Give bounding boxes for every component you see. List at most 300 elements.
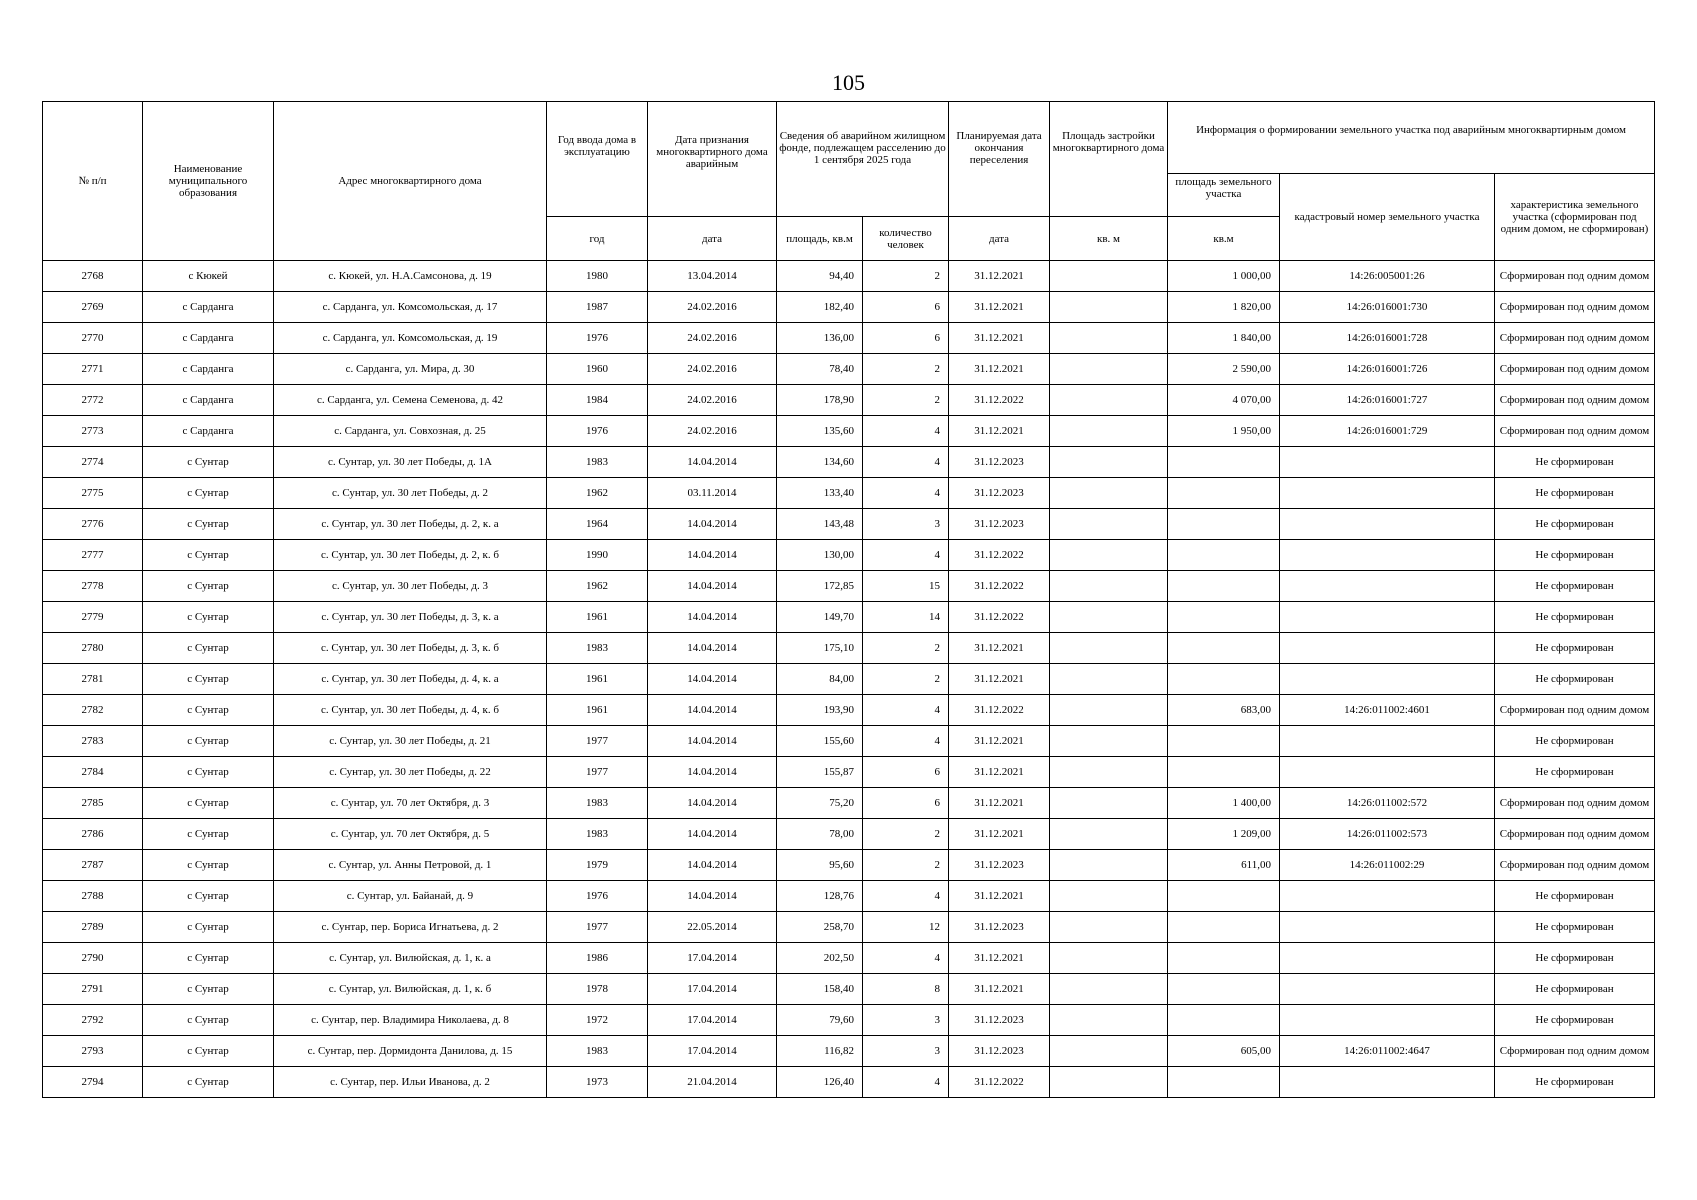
planned-date: 31.12.2021 [949,664,1050,695]
land-characteristic: Не сформирован [1495,1067,1655,1098]
building-area [1050,881,1168,912]
planned-date: 31.12.2021 [949,261,1050,292]
year: 1973 [547,1067,648,1098]
cadastral-number [1280,509,1495,540]
area: 79,60 [777,1005,863,1036]
unit-planned-date: дата [949,217,1050,261]
building-area [1050,912,1168,943]
cadastral-number [1280,881,1495,912]
table-row [43,726,1655,757]
header-municipality: Наименование муниципального образования [143,102,274,261]
recognition-date: 17.04.2014 [648,974,777,1005]
year: 1983 [547,633,648,664]
address: с. Кюкей, ул. Н.А.Самсонова, д. 19 [274,261,547,292]
people: 4 [863,881,949,912]
cadastral-number: 14:26:011002:4647 [1280,1036,1495,1067]
planned-date: 31.12.2021 [949,819,1050,850]
header-building-area: Площадь застройки многоквартирного дома [1050,102,1168,217]
people: 4 [863,726,949,757]
land-characteristic: Не сформирован [1495,1005,1655,1036]
cadastral-number [1280,912,1495,943]
land-characteristic: Сформирован под одним домом [1495,1036,1655,1067]
area: 202,50 [777,943,863,974]
address: с. Сунтар, ул. 70 лет Октября, д. 3 [274,788,547,819]
land-area [1168,757,1280,788]
building-area [1050,1067,1168,1098]
people: 2 [863,633,949,664]
land-area: 1 400,00 [1168,788,1280,819]
people: 2 [863,664,949,695]
area: 134,60 [777,447,863,478]
land-characteristic: Сформирован под одним домом [1495,819,1655,850]
row-number: 2771 [43,354,143,385]
cadastral-number [1280,1067,1495,1098]
cadastral-number: 14:26:016001:726 [1280,354,1495,385]
unit-year: год [547,217,648,261]
planned-date: 31.12.2023 [949,912,1050,943]
municipality: с Сунтар [143,788,274,819]
year: 1983 [547,447,648,478]
year: 1961 [547,695,648,726]
table-row [43,602,1655,633]
address: с. Сунтар, ул. Байанай, д. 9 [274,881,547,912]
year: 1961 [547,602,648,633]
municipality: с Сарданга [143,385,274,416]
area: 95,60 [777,850,863,881]
building-area [1050,416,1168,447]
planned-date: 31.12.2021 [949,974,1050,1005]
header-num: № п/п [43,102,143,261]
cadastral-number [1280,478,1495,509]
address: с. Сунтар, ул. 30 лет Победы, д. 2, к. а [274,509,547,540]
people: 3 [863,1036,949,1067]
people: 2 [863,354,949,385]
year: 1990 [547,540,648,571]
land-characteristic: Не сформирован [1495,943,1655,974]
area: 78,00 [777,819,863,850]
row-number: 2790 [43,943,143,974]
municipality: с Сарданга [143,354,274,385]
header-recognition-date: Дата признания многоквартирного дома аварийным [648,102,777,217]
land-area: 611,00 [1168,850,1280,881]
land-characteristic: Не сформирован [1495,447,1655,478]
emergency-housing-table [42,101,1655,1098]
table-row [43,850,1655,881]
people: 4 [863,447,949,478]
area: 135,60 [777,416,863,447]
land-characteristic: Сформирован под одним домом [1495,416,1655,447]
planned-date: 31.12.2023 [949,509,1050,540]
building-area [1050,602,1168,633]
recognition-date: 14.04.2014 [648,695,777,726]
municipality: с Сунтар [143,447,274,478]
planned-date: 31.12.2021 [949,354,1050,385]
building-area [1050,974,1168,1005]
unit-recognition-date: дата [648,217,777,261]
municipality: с Сунтар [143,478,274,509]
land-characteristic: Не сформирован [1495,757,1655,788]
people: 4 [863,416,949,447]
area: 178,90 [777,385,863,416]
building-area [1050,478,1168,509]
year: 1979 [547,850,648,881]
municipality: с Кюкей [143,261,274,292]
table-row [43,974,1655,1005]
land-characteristic: Сформирован под одним домом [1495,261,1655,292]
planned-date: 31.12.2022 [949,385,1050,416]
address: с. Сарданга, ул. Совхозная, д. 25 [274,416,547,447]
planned-date: 31.12.2021 [949,881,1050,912]
municipality: с Сарданга [143,292,274,323]
row-number: 2768 [43,261,143,292]
table-row [43,633,1655,664]
row-number: 2769 [43,292,143,323]
land-area [1168,881,1280,912]
area: 84,00 [777,664,863,695]
address: с. Сунтар, ул. 70 лет Октября, д. 5 [274,819,547,850]
address: с. Сунтар, ул. 30 лет Победы, д. 3, к. б [274,633,547,664]
recognition-date: 14.04.2014 [648,447,777,478]
land-area [1168,912,1280,943]
unit-people: количество человек [863,217,949,261]
land-area [1168,571,1280,602]
people: 6 [863,292,949,323]
table-row [43,261,1655,292]
row-number: 2793 [43,1036,143,1067]
row-number: 2776 [43,509,143,540]
address: с. Сунтар, ул. 30 лет Победы, д. 3 [274,571,547,602]
area: 78,40 [777,354,863,385]
land-characteristic: Не сформирован [1495,912,1655,943]
cadastral-number [1280,726,1495,757]
land-characteristic: Не сформирован [1495,602,1655,633]
row-number: 2777 [43,540,143,571]
recognition-date: 22.05.2014 [648,912,777,943]
recognition-date: 21.04.2014 [648,1067,777,1098]
people: 2 [863,261,949,292]
municipality: с Сунтар [143,757,274,788]
address: с. Сарданга, ул. Семена Семенова, д. 42 [274,385,547,416]
address: с. Сунтар, пер. Дормидонта Данилова, д. 15 [274,1036,547,1067]
land-area: 1 209,00 [1168,819,1280,850]
planned-date: 31.12.2021 [949,943,1050,974]
cadastral-number: 14:26:011002:29 [1280,850,1495,881]
cadastral-number: 14:26:011002:4601 [1280,695,1495,726]
land-characteristic: Сформирован под одним домом [1495,695,1655,726]
row-number: 2788 [43,881,143,912]
area: 128,76 [777,881,863,912]
building-area [1050,540,1168,571]
municipality: с Сунтар [143,664,274,695]
building-area [1050,292,1168,323]
planned-date: 31.12.2021 [949,416,1050,447]
municipality: с Сунтар [143,1005,274,1036]
year: 1983 [547,788,648,819]
year: 1987 [547,292,648,323]
address: с. Сунтар, ул. 30 лет Победы, д. 2, к. б [274,540,547,571]
recognition-date: 24.02.2016 [648,416,777,447]
municipality: с Сунтар [143,943,274,974]
land-area: 683,00 [1168,695,1280,726]
building-area [1050,323,1168,354]
table-row [43,1036,1655,1067]
address: с. Сунтар, ул. 30 лет Победы, д. 2 [274,478,547,509]
land-area [1168,726,1280,757]
address: с. Сунтар, пер. Владимира Николаева, д. 8 [274,1005,547,1036]
area: 258,70 [777,912,863,943]
cadastral-number [1280,943,1495,974]
address: с. Сунтар, ул. 30 лет Победы, д. 4, к. а [274,664,547,695]
land-area [1168,602,1280,633]
cadastral-number [1280,1005,1495,1036]
row-number: 2780 [43,633,143,664]
land-characteristic: Сформирован под одним домом [1495,323,1655,354]
year: 1976 [547,323,648,354]
municipality: с Сарданга [143,416,274,447]
year: 1980 [547,261,648,292]
header-planned-date: Планируемая дата окончания переселения [949,102,1050,217]
table-row [43,447,1655,478]
building-area [1050,1036,1168,1067]
table-row [43,881,1655,912]
address: с. Сарданга, ул. Комсомольская, д. 17 [274,292,547,323]
unit-land-area: кв.м [1168,217,1280,261]
land-characteristic: Не сформирован [1495,881,1655,912]
header-address: Адрес многоквартирного дома [274,102,547,261]
area: 126,40 [777,1067,863,1098]
planned-date: 31.12.2023 [949,447,1050,478]
municipality: с Сунтар [143,974,274,1005]
land-area [1168,478,1280,509]
land-area: 1 840,00 [1168,323,1280,354]
row-number: 2785 [43,788,143,819]
building-area [1050,819,1168,850]
people: 12 [863,912,949,943]
area: 133,40 [777,478,863,509]
land-characteristic: Не сформирован [1495,478,1655,509]
planned-date: 31.12.2023 [949,850,1050,881]
land-characteristic: Сформирован под одним домом [1495,354,1655,385]
land-characteristic: Сформирован под одним домом [1495,788,1655,819]
table-row [43,571,1655,602]
row-number: 2783 [43,726,143,757]
land-area: 2 590,00 [1168,354,1280,385]
area: 193,90 [777,695,863,726]
municipality: с Сунтар [143,540,274,571]
building-area [1050,664,1168,695]
land-area [1168,540,1280,571]
header-land-info: Информация о формировании земельного участка под аварийным многоквартирным домом [1168,102,1655,174]
cadastral-number: 14:26:016001:730 [1280,292,1495,323]
land-area: 1 000,00 [1168,261,1280,292]
land-characteristic: Сформирован под одним домом [1495,385,1655,416]
planned-date: 31.12.2021 [949,788,1050,819]
municipality: с Сарданга [143,323,274,354]
year: 1964 [547,509,648,540]
land-characteristic: Не сформирован [1495,540,1655,571]
cadastral-number [1280,974,1495,1005]
land-characteristic: Сформирован под одним домом [1495,850,1655,881]
recognition-date: 14.04.2014 [648,664,777,695]
address: с. Сунтар, ул. 30 лет Победы, д. 21 [274,726,547,757]
building-area [1050,1005,1168,1036]
recognition-date: 14.04.2014 [648,726,777,757]
people: 6 [863,757,949,788]
recognition-date: 14.04.2014 [648,633,777,664]
people: 3 [863,509,949,540]
municipality: с Сунтар [143,509,274,540]
table-row [43,416,1655,447]
year: 1978 [547,974,648,1005]
planned-date: 31.12.2023 [949,478,1050,509]
area: 175,10 [777,633,863,664]
planned-date: 31.12.2023 [949,1005,1050,1036]
building-area [1050,633,1168,664]
land-area: 1 820,00 [1168,292,1280,323]
land-area: 605,00 [1168,1036,1280,1067]
planned-date: 31.12.2021 [949,292,1050,323]
year: 1986 [547,943,648,974]
planned-date: 31.12.2022 [949,1067,1050,1098]
table-row [43,695,1655,726]
row-number: 2786 [43,819,143,850]
year: 1960 [547,354,648,385]
table-row [43,292,1655,323]
recognition-date: 24.02.2016 [648,385,777,416]
people: 6 [863,788,949,819]
area: 143,48 [777,509,863,540]
table-body [43,261,1655,1098]
table-row [43,1067,1655,1098]
planned-date: 31.12.2021 [949,726,1050,757]
table-row [43,757,1655,788]
cadastral-number: 14:26:005001:26 [1280,261,1495,292]
building-area [1050,850,1168,881]
table-row [43,664,1655,695]
planned-date: 31.12.2021 [949,323,1050,354]
recognition-date: 13.04.2014 [648,261,777,292]
address: с. Сунтар, ул. 30 лет Победы, д. 1А [274,447,547,478]
land-area [1168,664,1280,695]
year: 1972 [547,1005,648,1036]
address: с. Сунтар, пер. Ильи Иванова, д. 2 [274,1067,547,1098]
people: 4 [863,478,949,509]
row-number: 2789 [43,912,143,943]
year: 1983 [547,1036,648,1067]
table-row [43,819,1655,850]
year: 1977 [547,757,648,788]
table-row [43,509,1655,540]
municipality: с Сунтар [143,819,274,850]
municipality: с Сунтар [143,602,274,633]
people: 4 [863,540,949,571]
year: 1976 [547,881,648,912]
table-row [43,1005,1655,1036]
address: с. Сунтар, ул. 30 лет Победы, д. 3, к. а [274,602,547,633]
area: 75,20 [777,788,863,819]
building-area [1050,571,1168,602]
recognition-date: 24.02.2016 [648,323,777,354]
row-number: 2787 [43,850,143,881]
planned-date: 31.12.2022 [949,695,1050,726]
table-row [43,354,1655,385]
year: 1984 [547,385,648,416]
people: 3 [863,1005,949,1036]
cadastral-number: 14:26:016001:727 [1280,385,1495,416]
people: 6 [863,323,949,354]
land-characteristic: Не сформирован [1495,633,1655,664]
area: 116,82 [777,1036,863,1067]
cadastral-number [1280,540,1495,571]
recognition-date: 17.04.2014 [648,1005,777,1036]
area: 130,00 [777,540,863,571]
table-row [43,478,1655,509]
people: 15 [863,571,949,602]
planned-date: 31.12.2023 [949,1036,1050,1067]
page-number: 105 [832,70,865,95]
row-number: 2794 [43,1067,143,1098]
year: 1983 [547,819,648,850]
recognition-date: 03.11.2014 [648,478,777,509]
cadastral-number [1280,571,1495,602]
recognition-date: 14.04.2014 [648,571,777,602]
cadastral-number [1280,664,1495,695]
cadastral-number [1280,602,1495,633]
recognition-date: 14.04.2014 [648,850,777,881]
recognition-date: 14.04.2014 [648,788,777,819]
building-area [1050,447,1168,478]
land-area [1168,1067,1280,1098]
land-characteristic: Не сформирован [1495,726,1655,757]
address: с. Сунтар, ул. Вилюйская, д. 1, к. б [274,974,547,1005]
row-number: 2778 [43,571,143,602]
municipality: с Сунтар [143,695,274,726]
cadastral-number: 14:26:011002:573 [1280,819,1495,850]
address: с. Сунтар, ул. Анны Петровой, д. 1 [274,850,547,881]
row-number: 2782 [43,695,143,726]
people: 4 [863,695,949,726]
cadastral-number: 14:26:011002:572 [1280,788,1495,819]
land-area: 4 070,00 [1168,385,1280,416]
land-area [1168,509,1280,540]
land-area [1168,447,1280,478]
row-number: 2770 [43,323,143,354]
people: 4 [863,1067,949,1098]
header-characteristic: характеристика земельного участка (сформирован под одним домом, не сформирован) [1495,174,1655,261]
table-row [43,385,1655,416]
year: 1962 [547,478,648,509]
area: 149,70 [777,602,863,633]
people: 14 [863,602,949,633]
year: 1961 [547,664,648,695]
recognition-date: 14.04.2014 [648,881,777,912]
recognition-date: 17.04.2014 [648,943,777,974]
cadastral-number [1280,633,1495,664]
row-number: 2773 [43,416,143,447]
land-area [1168,1005,1280,1036]
building-area [1050,757,1168,788]
building-area [1050,788,1168,819]
table-row [43,943,1655,974]
cadastral-number [1280,757,1495,788]
municipality: с Сунтар [143,726,274,757]
land-characteristic: Сформирован под одним домом [1495,292,1655,323]
municipality: с Сунтар [143,850,274,881]
building-area [1050,261,1168,292]
recognition-date: 14.04.2014 [648,540,777,571]
area: 136,00 [777,323,863,354]
row-number: 2792 [43,1005,143,1036]
